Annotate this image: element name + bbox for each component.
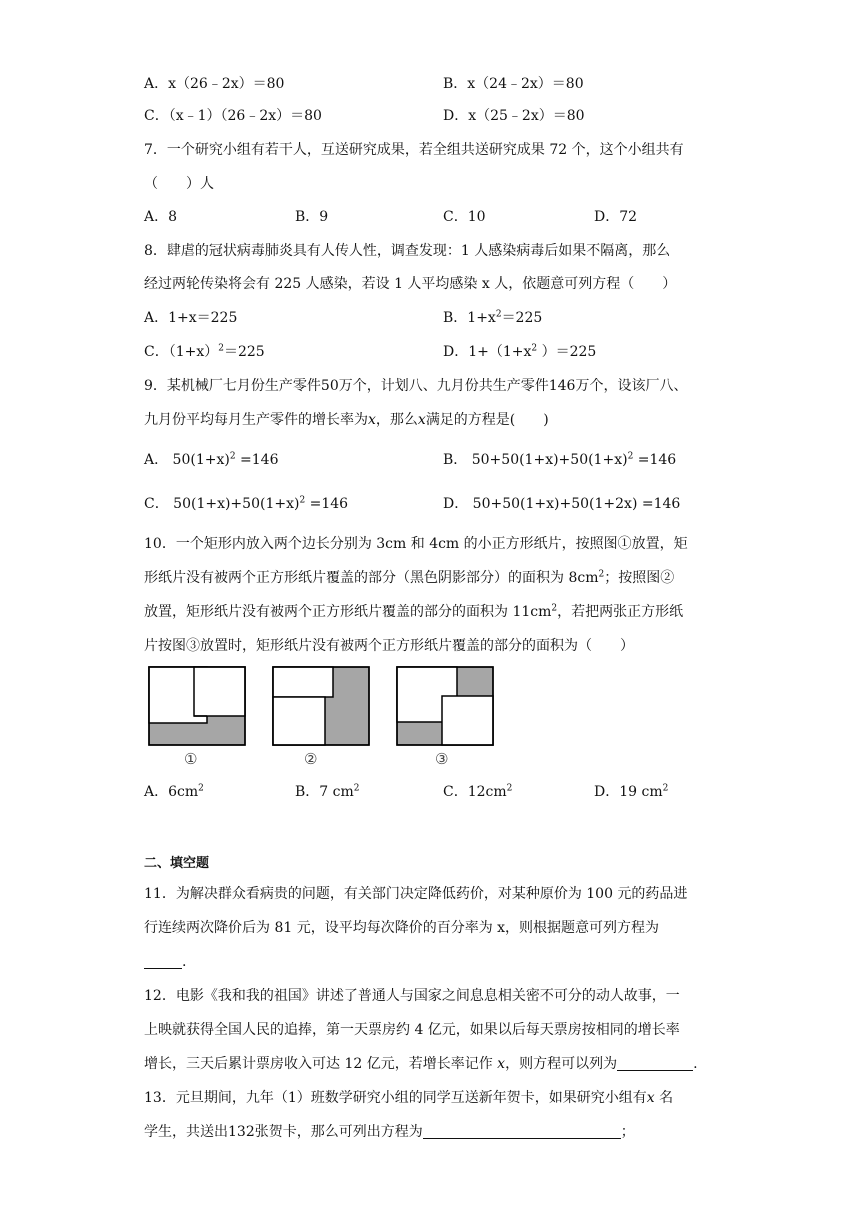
figure-1 [148,666,246,746]
figure-3 [396,666,494,746]
q6-option-b: B．x（24﹣2x）＝80 [443,76,584,92]
q9-option-b: B． $50+50(1+x)+50(1+x)^2 =146$ [443,451,677,468]
q10-option-b: B．7 $cm^2$ [295,783,360,800]
q12-stem-line1: 12．电影《我和我的祖国》讲述了普通人与国家之间息息相关密不可分的动人故事，一 [144,988,680,1004]
q7-stem-line2: （ ）人 [144,176,214,192]
q6-option-a: A．x（26﹣2x）＝80 [144,76,285,92]
q13-answer-blank[interactable] [423,1124,621,1139]
q6-option-c: C．（x﹣1）（26﹣2x）＝80 [144,108,322,124]
q12-stem-line3: 增长，三天后累计票房收入可达 12 亿元，若增长率记作 x，则方程可以列为 . [144,1056,698,1072]
q9-option-c: C． $50(1+x)+50(1+x)^2 =146$ [144,495,349,512]
q9-option-d: D． 50+50(1+x)+50(1+2x) =146 [443,496,681,512]
q7-option-b: B．9 [295,209,329,225]
q10-option-a: A．$6cm^2$ [144,783,204,800]
q11-answer-blank[interactable] [144,954,182,969]
q10-option-d: D．19 $cm^2$ [594,783,669,800]
figure-2 [272,666,370,746]
q10-stem-line1: 10．一个矩形内放入两个边长分别为 3cm 和 4cm 的小正方形纸片，按照图①放置，矩 [144,536,688,552]
q11-stem-line1: 11．为解决群众看病贵的问题，有关部门决定降低药价，对某种原价为 100 元的药品进 [144,886,688,902]
q10-stem-line4: 片按图③放置时，矩形纸片没有被两个正方形纸片覆盖的部分的面积为（ ） [144,638,634,654]
q7-option-a: A．8 [144,209,178,225]
q11-stem-line2: 行连续两次降价后为 81 元，设平均每次降价的百分率为 x，则根据题意可列方程为 [144,920,660,936]
q13-stem-line2: 学生，共送出132张贺卡，那么可列出方程为 ； [144,1124,635,1140]
q8-stem-line1: 8．肆虐的冠状病毒肺炎具有人传人性，调查发现：1 人感染病毒后如果不隔离，那么 [144,243,671,259]
q13-stem-line1: 13．元旦期间，九年（1）班数学研究小组的同学互送新年贺卡，如果研究小组有x 名 [144,1090,674,1106]
q9-stem-line1: 9．某机械厂七月份生产零件50万个，计划八、九月份共生产零件146万个，设该厂八、 [144,378,688,394]
q8-stem-line2: 经过两轮传染将会有 225 人感染，若设 1 人平均感染 x 人，依题意可列方程（ ） [144,276,677,292]
figure-1-label: ① [184,750,198,768]
q9-stem-line2: 九月份平均每月生产零件的增长率为x，那么x满足的方程是( ) [144,412,549,428]
q10-option-c: C．$12cm^2$ [443,783,513,800]
q7-option-d: D．72 [594,209,638,225]
q12-answer-blank[interactable] [617,1056,693,1071]
q11-answer-line: . [144,952,186,972]
figure-2-label: ② [304,750,318,768]
q8-option-a: A．1+x＝225 [144,310,238,326]
section-title: 二、填空题 [144,856,210,871]
q10-stem-line2: 形纸片没有被两个正方形纸片覆盖的部分（黑色阴影部分）的面积为 $8cm^2$；按照图② [144,569,675,586]
q8-option-c: C．$(1+x)^2=225$ [144,343,265,360]
q12-stem-line2: 上映就获得全国人民的追捧，第一天票房约 4 亿元，如果以后每天票房按相同的增长率 [144,1022,680,1038]
q7-option-c: C．10 [443,209,486,225]
figure-3-label: ③ [435,750,449,768]
q7-stem-line1: 7．一个研究小组有若干人，互送研究成果，若全组共送研究成果 72 个，这个小组共有 [144,142,684,158]
q10-stem-line3: 放置，矩形纸片没有被两个正方形纸片覆盖的部分的面积为 $11cm^2$，若把两张正方形纸 [144,603,684,620]
q9-option-a: A． $50(1+x)^2 =146$ [144,451,279,468]
q8-option-d: D．$1+(1+x^2$ ）＝225 [443,343,597,360]
q6-option-d: D．x（25﹣2x）＝80 [443,108,585,124]
q8-option-b: B．$1+x^2=225$ [443,309,543,326]
